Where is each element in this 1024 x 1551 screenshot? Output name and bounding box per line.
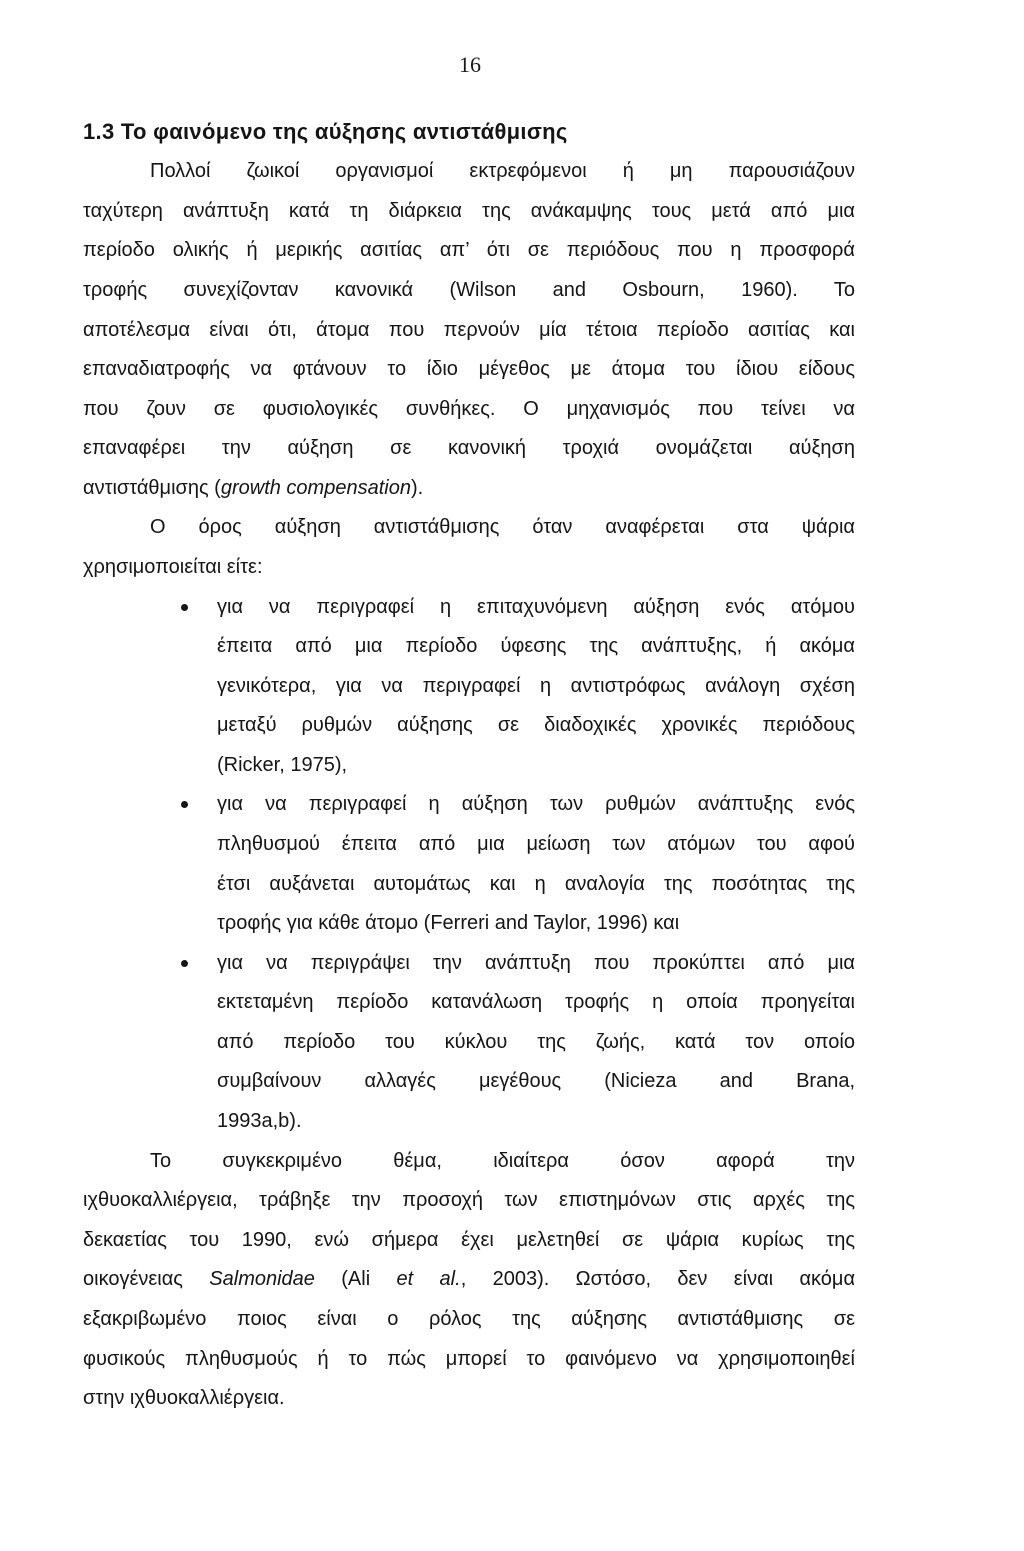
text-line	[217, 983, 855, 1023]
list-item-text	[217, 944, 855, 1142]
text-run: αντιστάθμισης (	[83, 476, 221, 499]
list-item-text	[217, 588, 855, 786]
text-line	[83, 469, 855, 509]
text-line	[83, 1379, 855, 1419]
text-run: μεταξύ ρυθμών αύξησης σε διαδοχικές χρονικές περιόδους	[217, 714, 855, 737]
bullet-icon	[181, 960, 188, 967]
text-run: Ο όρος αύξηση αντιστάθμισης όταν αναφέρεται στα ψάρια	[150, 516, 855, 539]
text-line	[217, 706, 855, 746]
usage-list	[83, 588, 855, 1142]
intro-paragraph	[83, 152, 855, 508]
text-run: , 2003). Ωστόσο, δεν είναι ακόμα	[460, 1268, 855, 1291]
text-line	[217, 944, 855, 984]
page-number: 16	[459, 52, 481, 77]
text-line	[83, 390, 855, 430]
text-line	[217, 588, 855, 628]
usage-paragraph	[83, 508, 855, 587]
text-run: για να περιγραφεί η αύξηση των ρυθμών ανάπτυξης ενός	[217, 793, 855, 816]
section-body	[83, 152, 855, 1419]
text-line	[83, 350, 855, 390]
text-run: 1993a,b).	[217, 1110, 302, 1133]
text-run: εκτεταμένη περίοδο κατανάλωση τροφής η οποία προηγείται	[217, 991, 855, 1014]
text-line	[83, 1221, 855, 1261]
text-run: για να περιγράψει την ανάπτυξη που προκύπτει από μια	[217, 951, 855, 974]
text-line	[83, 1142, 855, 1182]
closing-paragraph	[83, 1142, 855, 1419]
list-item	[217, 785, 855, 943]
list-item	[217, 588, 855, 786]
text-run: (Ricker, 1975),	[217, 753, 348, 776]
text-run: περίοδο ολικής ή μερικής ασιτίας απ’ ότι σε περιόδους που η προσφορά	[83, 239, 855, 262]
text-line	[217, 785, 855, 825]
text-run: αποτέλεσμα είναι ότι, άτομα που περνούν μία τέτοια περίοδο ασιτίας και	[83, 318, 855, 341]
text-run: από περίοδο του κύκλου της ζωής, κατά τον οποίο	[217, 1030, 855, 1053]
text-run: στην ιχθυοκαλλιέργεια.	[83, 1387, 285, 1410]
text-line	[83, 508, 855, 548]
text-run: (Ali	[314, 1268, 397, 1291]
text-line	[83, 1181, 855, 1221]
text-line	[217, 1023, 855, 1063]
text-run: έπειτα από μια περίοδο ύφεσης της ανάπτυξης, ή ακόμα	[217, 635, 855, 658]
text-line	[83, 429, 855, 469]
text-line	[217, 865, 855, 905]
text-run: ταχύτερη ανάπτυξη κατά τη διάρκεια της ανάκαμψης τους μετά από μια	[83, 199, 855, 222]
text-line	[217, 667, 855, 707]
section-heading: 1.3 Το φαινόμενο της αύξησης αντιστάθμισης	[83, 119, 568, 144]
text-run: ).	[410, 476, 424, 499]
emphasized-term: growth compensation	[220, 476, 411, 499]
text-run: τροφής συνεχίζονταν κανονικά (Wilson and Osbourn, 1960). Το	[83, 278, 855, 301]
emphasized-term: Salmonidae	[209, 1268, 315, 1291]
text-line	[217, 825, 855, 865]
text-run: που ζουν σε φυσιολογικές συνθήκες. Ο μηχανισμός που τείνει να	[83, 397, 855, 420]
text-run: Το συγκεκριμένο θέμα, ιδιαίτερα όσον αφορά την	[150, 1149, 855, 1172]
text-line	[217, 1062, 855, 1102]
text-run: τροφής για κάθε άτομο (Ferreri and Taylor, 1996) και	[217, 912, 680, 935]
text-line	[83, 1340, 855, 1380]
text-run: χρησιμοποιείται είτε:	[83, 555, 263, 578]
text-line	[217, 627, 855, 667]
text-line	[217, 904, 855, 944]
text-line	[83, 231, 855, 271]
text-line	[83, 1300, 855, 1340]
text-run: πληθυσμού έπειτα από μια μείωση των ατόμων του αφού	[217, 833, 855, 856]
text-run: ιχθυοκαλλιέργεια, τράβηξε την προσοχή των επιστημόνων στις αρχές της	[83, 1189, 855, 1212]
text-line	[83, 271, 855, 311]
bullet-icon	[181, 604, 188, 611]
text-run: οικογένειας	[83, 1268, 210, 1291]
text-line	[83, 192, 855, 232]
text-line	[217, 1102, 855, 1142]
text-run: επαναδιατροφής να φτάνουν το ίδιο μέγεθος με άτομα του ίδιου είδους	[83, 358, 855, 381]
text-line	[83, 548, 855, 588]
text-run: επαναφέρει την αύξηση σε κανονική τροχιά ονομάζεται αύξηση	[83, 437, 855, 460]
text-run: δεκαετίας του 1990, ενώ σήμερα έχει μελετηθεί σε ψάρια κυρίως της	[83, 1228, 855, 1251]
text-line	[83, 1260, 855, 1300]
list-item	[217, 944, 855, 1142]
text-run: για να περιγραφεί η επιταχυνόμενη αύξηση ενός ατόμου	[217, 595, 855, 618]
text-run: έτσι αυξάνεται αυτομάτως και η αναλογία της ποσότητας της	[217, 872, 855, 895]
list-item-text	[217, 785, 855, 943]
text-run: φυσικούς πληθυσμούς ή το πώς μπορεί το φαινόμενο να χρησιμοποιηθεί	[83, 1347, 855, 1370]
bullet-icon	[181, 801, 188, 808]
text-line	[217, 746, 855, 786]
emphasized-term: et al.	[396, 1268, 461, 1291]
text-line	[83, 311, 855, 351]
text-run: συμβαίνουν αλλαγές μεγέθους (Nicieza and Brana,	[217, 1070, 855, 1093]
text-line	[83, 152, 855, 192]
text-run: Πολλοί ζωικοί οργανισμοί εκτρεφόμενοι ή μη παρουσιάζουν	[150, 160, 855, 183]
text-run: γενικότερα, για να περιγραφεί η αντιστρόφως ανάλογη σχέση	[217, 674, 855, 697]
text-run: εξακριβωμένο ποιος είναι ο ρόλος της αύξησης αντιστάθμισης σε	[83, 1307, 855, 1330]
